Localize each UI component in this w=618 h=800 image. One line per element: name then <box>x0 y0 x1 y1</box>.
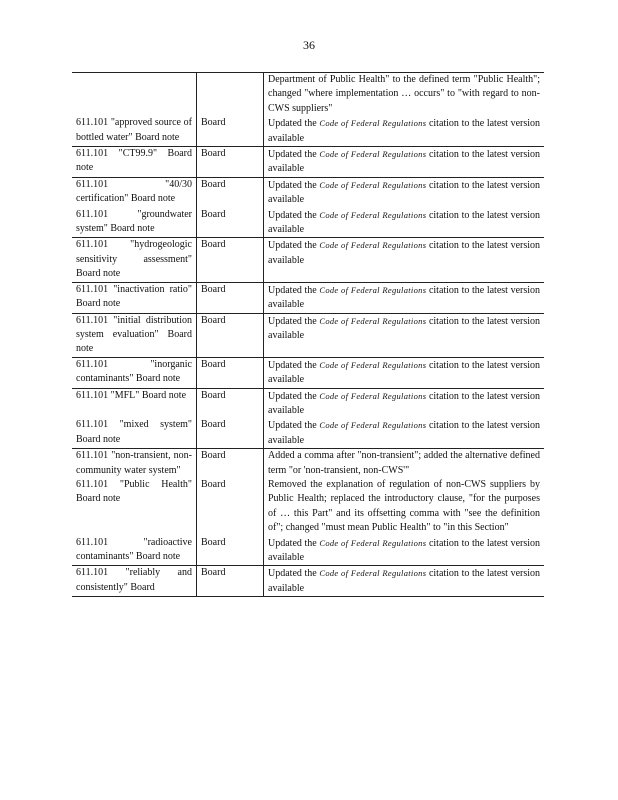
change-text-end: citation to the latest version available <box>268 118 541 144</box>
change-cell <box>264 177 545 207</box>
table-row <box>72 566 544 597</box>
change-cell <box>264 116 545 146</box>
change-text: Updated the <box>268 149 320 161</box>
agency-cell: Board <box>197 208 264 238</box>
change-cell <box>264 478 545 536</box>
agency-cell: Board <box>197 418 264 448</box>
cfr-citation: Code of Federal Regulations <box>319 149 427 160</box>
table-row <box>72 73 544 117</box>
change-text: Added a comma after "non-transient"; added the alternative defined term "or 'non-transient, non-CWS'" <box>268 450 540 476</box>
change-text: Updated the <box>268 390 320 402</box>
section-cell <box>72 238 197 282</box>
section-text: 611.101 "MFL" Board note <box>76 389 187 401</box>
change-cell <box>264 566 545 597</box>
agency-cell: Board <box>197 313 264 357</box>
change-text: Updated the <box>268 568 320 580</box>
section-cell <box>72 566 197 597</box>
agency-cell: Board <box>197 449 264 478</box>
section-text: 611.101 "mixed system" Board note <box>76 419 192 445</box>
change-text-end: citation to the latest version available <box>268 209 541 236</box>
change-text-end: citation to the latest version available <box>268 537 541 563</box>
change-text: Updated the <box>268 118 320 130</box>
agency-cell: Board <box>197 478 264 536</box>
cfr-citation: Code of Federal Regulations <box>319 118 427 129</box>
change-text: Updated the <box>268 537 320 549</box>
change-text-end: citation to the latest version available <box>268 284 541 311</box>
agency-cell: Board <box>197 238 264 282</box>
cfr-citation: Code of Federal Regulations <box>319 568 427 579</box>
change-text: Updated the <box>268 209 320 221</box>
change-text-end: citation to the latest version available <box>268 359 541 386</box>
table-row <box>72 418 544 448</box>
change-text: Updated the <box>268 359 320 371</box>
change-text-end: citation to the latest version available <box>268 240 541 266</box>
section-cell <box>72 357 197 388</box>
agency-cell: Board <box>197 536 264 566</box>
cfr-citation: Code of Federal Regulations <box>319 359 427 370</box>
table-row <box>72 147 544 178</box>
section-text: 611.101 "40/30 certification" Board note <box>76 178 192 205</box>
change-text: Updated the <box>268 240 320 252</box>
cfr-citation: Code of Federal Regulations <box>319 240 427 251</box>
changes-table <box>72 72 544 597</box>
section-text: 611.101 "non-transient, non-community water system" <box>76 450 192 476</box>
change-text: Updated the <box>268 284 320 296</box>
change-text: Updated the <box>268 315 320 327</box>
section-cell <box>72 388 197 418</box>
section-cell <box>72 449 197 478</box>
cfr-citation: Code of Federal Regulations <box>319 315 427 326</box>
change-text-end: citation to the latest version available <box>268 149 541 175</box>
section-cell <box>72 478 197 536</box>
agency-cell: Board <box>197 282 264 313</box>
section-text: 611.101 "radioactive contaminants" Board note <box>76 536 192 562</box>
section-text: 611.101 "reliably and consistently" Board <box>76 567 192 593</box>
section-text: 611.101 "initial distribution system evaluation" Board note <box>76 314 192 355</box>
cfr-citation: Code of Federal Regulations <box>319 209 427 220</box>
cfr-citation: Code of Federal Regulations <box>319 179 427 190</box>
section-text: 611.101 "CT99.9" Board note <box>76 148 192 174</box>
table-row <box>72 208 544 238</box>
change-text-end: citation to the latest version available <box>268 390 541 416</box>
section-text: 611.101 "hydrogeologic sensitivity assessment" Board note <box>76 239 192 280</box>
table-row <box>72 177 544 207</box>
cfr-citation: Code of Federal Regulations <box>319 420 427 431</box>
section-text: 611.101 "Public Health" Board note <box>76 478 192 505</box>
table-row <box>72 388 544 418</box>
section-text: 611.101 "inactivation ratio" Board note <box>76 283 192 310</box>
table-row <box>72 282 544 313</box>
change-text: Updated the <box>268 420 320 432</box>
agency-cell: Board <box>197 116 264 146</box>
change-cell <box>264 418 545 448</box>
section-cell <box>72 177 197 207</box>
change-text-end: citation to the latest version available <box>268 568 541 594</box>
change-cell: Department of Public Health" to the defined term "Public Health"; changed "where implementation … occurs" to "with regard to non-CWS suppliers" <box>264 73 545 117</box>
change-cell <box>264 388 545 418</box>
section-cell <box>72 147 197 178</box>
section-cell <box>72 282 197 313</box>
table-row <box>72 478 544 536</box>
table-row <box>72 536 544 566</box>
agency-cell: Board <box>197 147 264 178</box>
section-cell <box>72 313 197 357</box>
change-text-end: citation to the latest version available <box>268 420 541 446</box>
change-cell <box>264 238 545 282</box>
section-text: 611.101 "inorganic contaminants" Board note <box>76 358 192 385</box>
table-row <box>72 116 544 146</box>
cfr-citation: Code of Federal Regulations <box>319 537 427 548</box>
page-number: 36 <box>303 38 315 52</box>
agency-cell: Board <box>197 357 264 388</box>
change-text: Updated the <box>268 179 320 191</box>
change-text: Removed the explanation of regulation of non-CWS suppliers by Public Health; replaced the introductory clause, "for the purposes of … this Part" and its offsetting comma with "see the definition of"; changed "must mean Public Health" to "in this Section" <box>268 478 540 534</box>
agency-cell: Board <box>197 177 264 207</box>
section-cell <box>72 536 197 566</box>
change-text-end: citation to the latest version available <box>268 315 541 341</box>
agency-cell <box>197 73 264 117</box>
change-cell <box>264 449 545 478</box>
change-cell <box>264 313 545 357</box>
change-text-end: citation to the latest version available <box>268 179 541 206</box>
section-cell <box>72 116 197 146</box>
change-cell <box>264 282 545 313</box>
cfr-citation: Code of Federal Regulations <box>319 390 427 401</box>
table-row <box>72 313 544 357</box>
table-row <box>72 357 544 388</box>
section-text: 611.101 "approved source of bottled water" Board note <box>76 117 192 143</box>
change-cell <box>264 147 545 178</box>
section-cell <box>72 208 197 238</box>
cfr-citation: Code of Federal Regulations <box>319 284 427 295</box>
section-cell <box>72 73 197 117</box>
section-text: 611.101 "groundwater system" Board note <box>76 208 192 235</box>
table-row <box>72 238 544 282</box>
change-cell <box>264 357 545 388</box>
table-row <box>72 449 544 478</box>
change-cell <box>264 536 545 566</box>
agency-cell: Board <box>197 388 264 418</box>
agency-cell: Board <box>197 566 264 597</box>
change-cell <box>264 208 545 238</box>
section-cell <box>72 418 197 448</box>
